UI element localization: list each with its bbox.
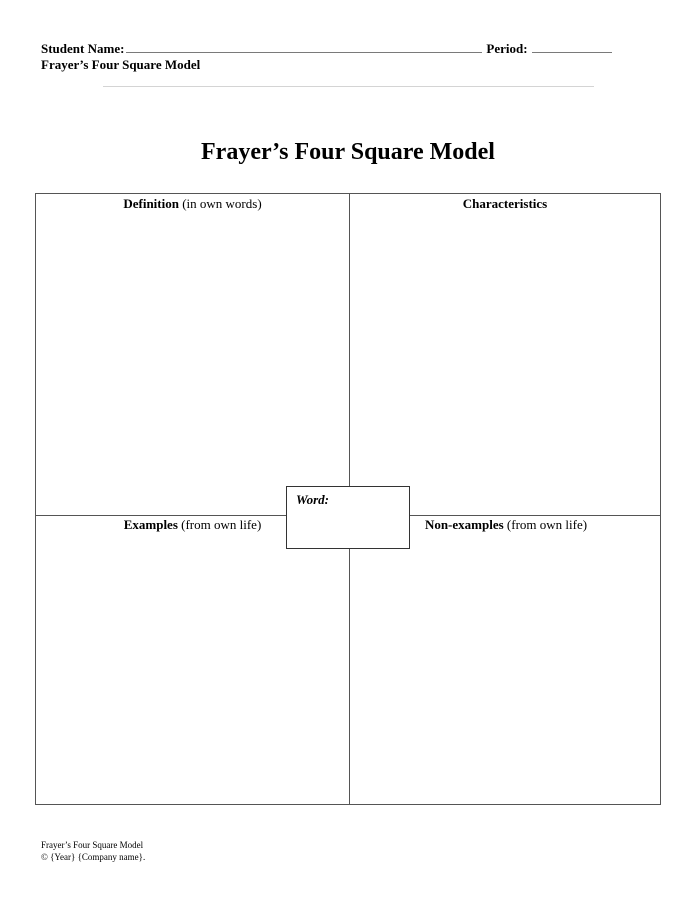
footer-copyright: © {Year} {Company name}. <box>41 852 146 862</box>
header-divider <box>103 86 594 87</box>
definition-note: (in own words) <box>178 196 262 211</box>
worksheet-header <box>41 41 641 73</box>
word-label: Word: <box>296 492 329 507</box>
header-subtitle: Frayer’s Four Square Model <box>41 57 201 72</box>
student-name-blank <box>126 41 482 53</box>
definition-quadrant-label <box>36 196 349 212</box>
footer-title: Frayer’s Four Square Model <box>41 840 144 850</box>
student-name-label: Student Name: <box>41 41 125 56</box>
period-label: Period: <box>486 41 528 56</box>
definition-heading: Definition <box>123 196 179 211</box>
non-examples-heading: Non-examples <box>424 517 504 532</box>
characteristics-quadrant-label <box>349 196 661 212</box>
period-blank <box>532 41 612 53</box>
characteristics-heading: Characteristics <box>462 196 548 211</box>
non-examples-note: (from own life) <box>503 517 588 532</box>
page-footer <box>41 839 145 863</box>
examples-heading: Examples <box>123 517 178 532</box>
examples-note: (from own life) <box>177 517 262 532</box>
non-examples-quadrant-label <box>411 517 601 533</box>
word-box <box>286 486 410 549</box>
student-info-row <box>41 41 641 57</box>
page-title: Frayer’s Four Square Model <box>201 139 495 165</box>
